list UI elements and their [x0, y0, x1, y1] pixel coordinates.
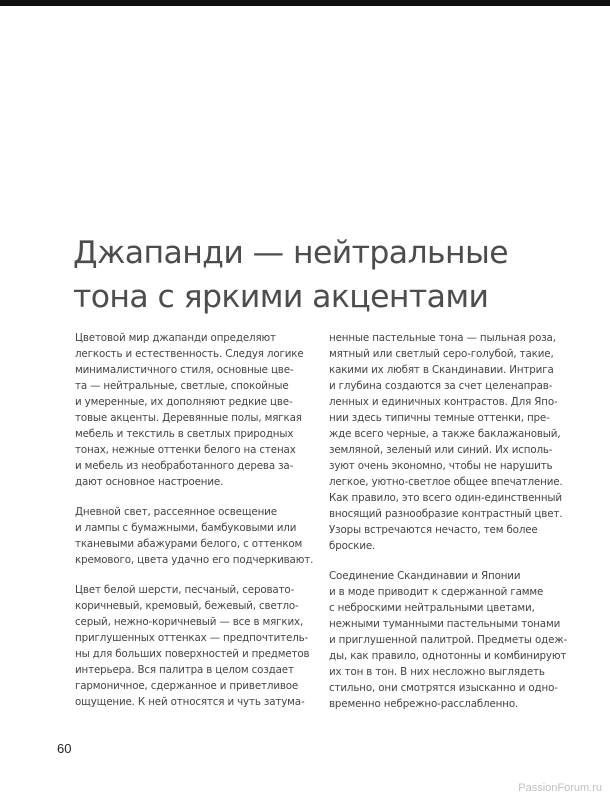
text-line: Как правило, это всего один-единственный: [329, 492, 562, 504]
paragraph: [329, 568, 569, 712]
text-line: тонах, нежные оттенки белого на стенах: [75, 444, 296, 456]
text-line: вносящий разнообразие контрастный цвет.: [329, 508, 563, 520]
text-line: ощущение. К ней относятся и чуть затума-: [75, 696, 305, 708]
top-rule: [0, 0, 610, 6]
text-line: нии здесь типичны темные оттенки, пре-: [329, 412, 550, 424]
right-column: [329, 330, 569, 726]
text-line: и глубина создаются за счет целенаправ-: [329, 380, 553, 392]
text-line: легкость и естественность. Следуя логике: [75, 348, 304, 360]
text-line: жде всего черные, а также баклажановый,: [329, 428, 561, 440]
text-line: какими их любят в Скандинавии. Интрига: [329, 364, 554, 376]
text-line: Цветовой мир джапанди определяют: [75, 332, 276, 344]
text-line: их тон в тон. В них несложно выглядеть: [329, 666, 545, 678]
left-column: [75, 330, 315, 724]
text-line: броские.: [329, 540, 376, 552]
text-line: минималистичного стиля, основные цве-: [75, 364, 294, 376]
text-line: Узоры встречаются нечасто, тем более: [329, 524, 538, 536]
page-number: 60: [57, 741, 72, 756]
text-line: с неброскими нейтральными цветами,: [329, 602, 535, 614]
text-line: стильно, они смотрятся изысканно и одно-: [329, 682, 558, 694]
text-line: и приглушенной палитрой. Предметы одеж-: [329, 634, 568, 646]
text-line: мятный или светлый серо-голубой, такие,: [329, 348, 554, 360]
title-line: тона с яркими акцентами: [73, 279, 489, 315]
text-line: зуют очень экономно, чтобы не нарушить: [329, 460, 553, 472]
text-line: и в моде приводит к сдержанной гамме: [329, 586, 544, 598]
text-line: кремового, цвета удачно его подчеркивают.: [75, 554, 314, 566]
text-line: гармоничное, сдержанное и приветливое: [75, 680, 299, 692]
text-line: серый, нежно-коричневый — все в мягких,: [75, 616, 304, 628]
text-line: тканевыми абажурами белого, с оттенком: [75, 538, 303, 550]
paragraph: [75, 504, 315, 568]
watermark: PassionForum.ru: [518, 782, 602, 794]
text-line: приглушенных оттенках — предпочтитель-: [75, 632, 309, 644]
text-line: та — нейтральные, светлые, спокойные: [75, 380, 289, 392]
page-title: [73, 231, 593, 319]
text-line: Дневной свет, рассеянное освещение: [75, 506, 277, 518]
text-line: и умеренные, их дополняют редкие цве-: [75, 396, 293, 408]
text-line: Соединение Скандинавии и Японии: [329, 570, 521, 582]
text-line: нежными туманными пастельными тонами: [329, 618, 561, 630]
text-line: мебель и текстиль в светлых природных: [75, 428, 294, 440]
text-line: земляной, зеленый или синий. Их исполь-: [329, 444, 553, 456]
text-line: интерьера. Вся палитра в целом создает: [75, 664, 294, 676]
text-line: ны для больших поверхностей и предметов: [75, 648, 310, 660]
text-line: и мебель из необработанного дерева за-: [75, 460, 294, 472]
text-line: ненные пастельные тона — пыльная роза,: [329, 332, 556, 344]
text-line: дают основное настроение.: [75, 476, 224, 488]
text-line: временно небрежно-расслабленно.: [329, 698, 519, 710]
text-line: коричневый, кремовый, бежевый, светло-: [75, 600, 299, 612]
text-line: ды, как правило, однотонны и комбинируют: [329, 650, 567, 662]
paragraph: [75, 582, 315, 710]
paragraph: [329, 330, 569, 554]
text-line: Цвет белой шерсти, песчаный, серовато-: [75, 584, 295, 596]
title-line: Джапанди — нейтральные: [73, 235, 508, 271]
text-line: и лампы с бумажными, бамбуковыми или: [75, 522, 297, 534]
paragraph: [75, 330, 315, 490]
text-line: товые акценты. Деревянные полы, мягкая: [75, 412, 302, 424]
text-line: легкое, уютно-светлое общее впечатление.: [329, 476, 563, 488]
text-line: ленных и единичных контрастов. Для Япо-: [329, 396, 558, 408]
